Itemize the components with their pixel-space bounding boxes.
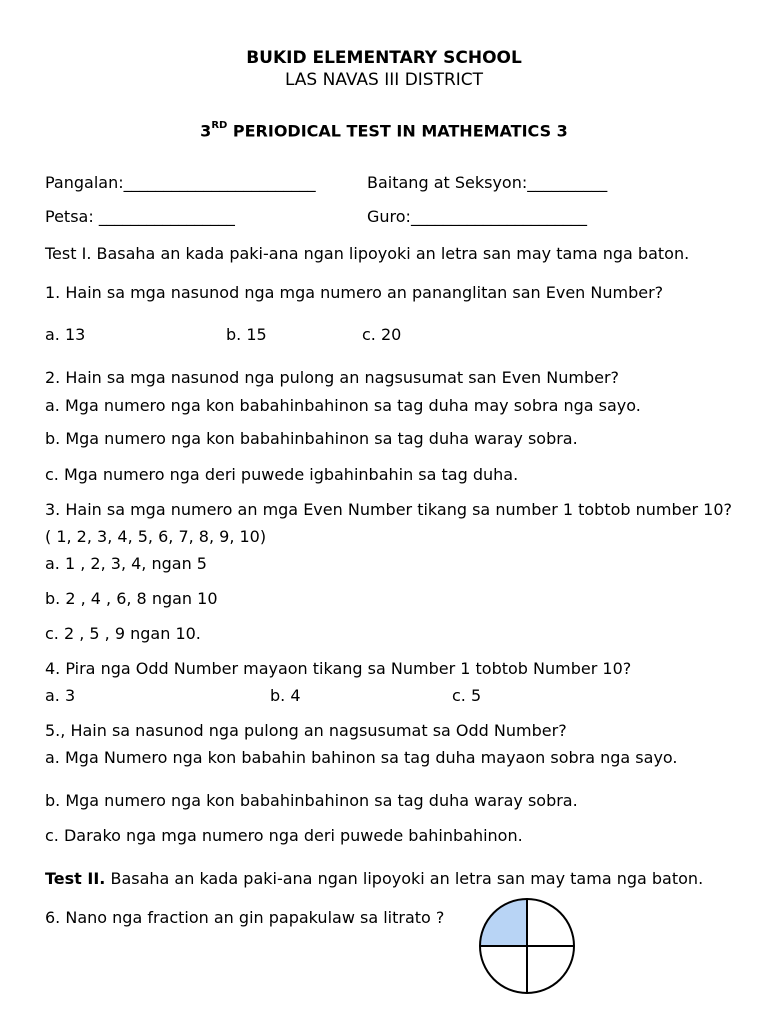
q2-choice-c: c. Mga numero nga deri puwede igbahinbahin sa tag duha. <box>45 465 519 484</box>
test-title-ordinal: RD <box>211 120 228 131</box>
q5-choice-c: c. Darako nga mga numero nga deri puwede bahinbahinon. <box>45 826 523 845</box>
question-3: 3. Hain sa mga numero an mga Even Number tikang sa number 1 tobtob number 10? <box>45 500 733 519</box>
q3-choice-b: b. 2 , 4 , 6, 8 ngan 10 <box>45 589 218 608</box>
q5-choice-a: a. Mga Numero nga kon babahin bahinon sa tag duha mayaon sobra nga sayo. <box>45 748 678 767</box>
q3-choice-c: c. 2 , 5 , 9 ngan 10. <box>45 624 201 643</box>
teacher-field: Guro:______________________ <box>367 207 587 226</box>
q1-choice-c: c. 20 <box>362 325 402 344</box>
test1-instruction-text: Basaha an kada paki-ana ngan lipoyoki an letra san may tama nga baton. <box>91 244 690 263</box>
school-name: BUKID ELEMENTARY SCHOOL <box>246 48 522 68</box>
name-field: Pangalan:________________________ <box>45 173 316 192</box>
question-6: 6. Nano nga fraction an gin papakulaw sa litrato ? <box>45 908 445 927</box>
q1-choice-b: b. 15 <box>226 325 267 344</box>
question-5: 5., Hain sa nasunod nga pulong an nagsusumat sa Odd Number? <box>45 721 567 740</box>
test1-instruction <box>45 244 689 264</box>
test2-label: Test II. <box>45 869 106 888</box>
q3-choice-a: a. 1 , 2, 3, 4, ngan 5 <box>45 554 207 573</box>
q4-choice-a: a. 3 <box>45 686 76 705</box>
q4-choice-c: c. 5 <box>452 686 482 705</box>
test-title <box>0 118 768 141</box>
q5-choice-b: b. Mga numero nga kon babahinbahinon sa tag duha waray sobra. <box>45 791 578 810</box>
q2-choice-a: a. Mga numero nga kon babahinbahinon sa tag duha may sobra nga sayo. <box>45 396 641 415</box>
date-field: Petsa: _________________ <box>45 207 235 226</box>
fraction-circle-figure <box>476 896 578 996</box>
question-2: 2. Hain sa mga nasunod nga pulong an nagsusumat san Even Number? <box>45 368 620 387</box>
test1-label: Test I. <box>45 244 92 263</box>
test-title-number: 3 <box>200 121 212 141</box>
grade-section-field: Baitang at Seksyon:__________ <box>367 173 608 192</box>
question-1: 1. Hain sa mga nasunod nga mga numero an pananglitan san Even Number? <box>45 283 664 302</box>
q4-choice-b: b. 4 <box>270 686 301 705</box>
test-title-text: PERIODICAL TEST IN MATHEMATICS 3 <box>227 121 568 141</box>
q2-choice-b: b. Mga numero nga kon babahinbahinon sa tag duha waray sobra. <box>45 429 578 448</box>
question-4: 4. Pira nga Odd Number mayaon tikang sa Number 1 tobtob Number 10? <box>45 659 632 678</box>
test2-instruction-text: Basaha an kada paki-ana ngan lipoyoki an letra san may tama nga baton. <box>105 869 704 888</box>
district-name: LAS NAVAS III DISTRICT <box>284 70 484 90</box>
q3-number-list: ( 1, 2, 3, 4, 5, 6, 7, 8, 9, 10) <box>45 527 267 546</box>
q1-choice-a: a. 13 <box>45 325 86 344</box>
test2-instruction <box>45 869 703 889</box>
